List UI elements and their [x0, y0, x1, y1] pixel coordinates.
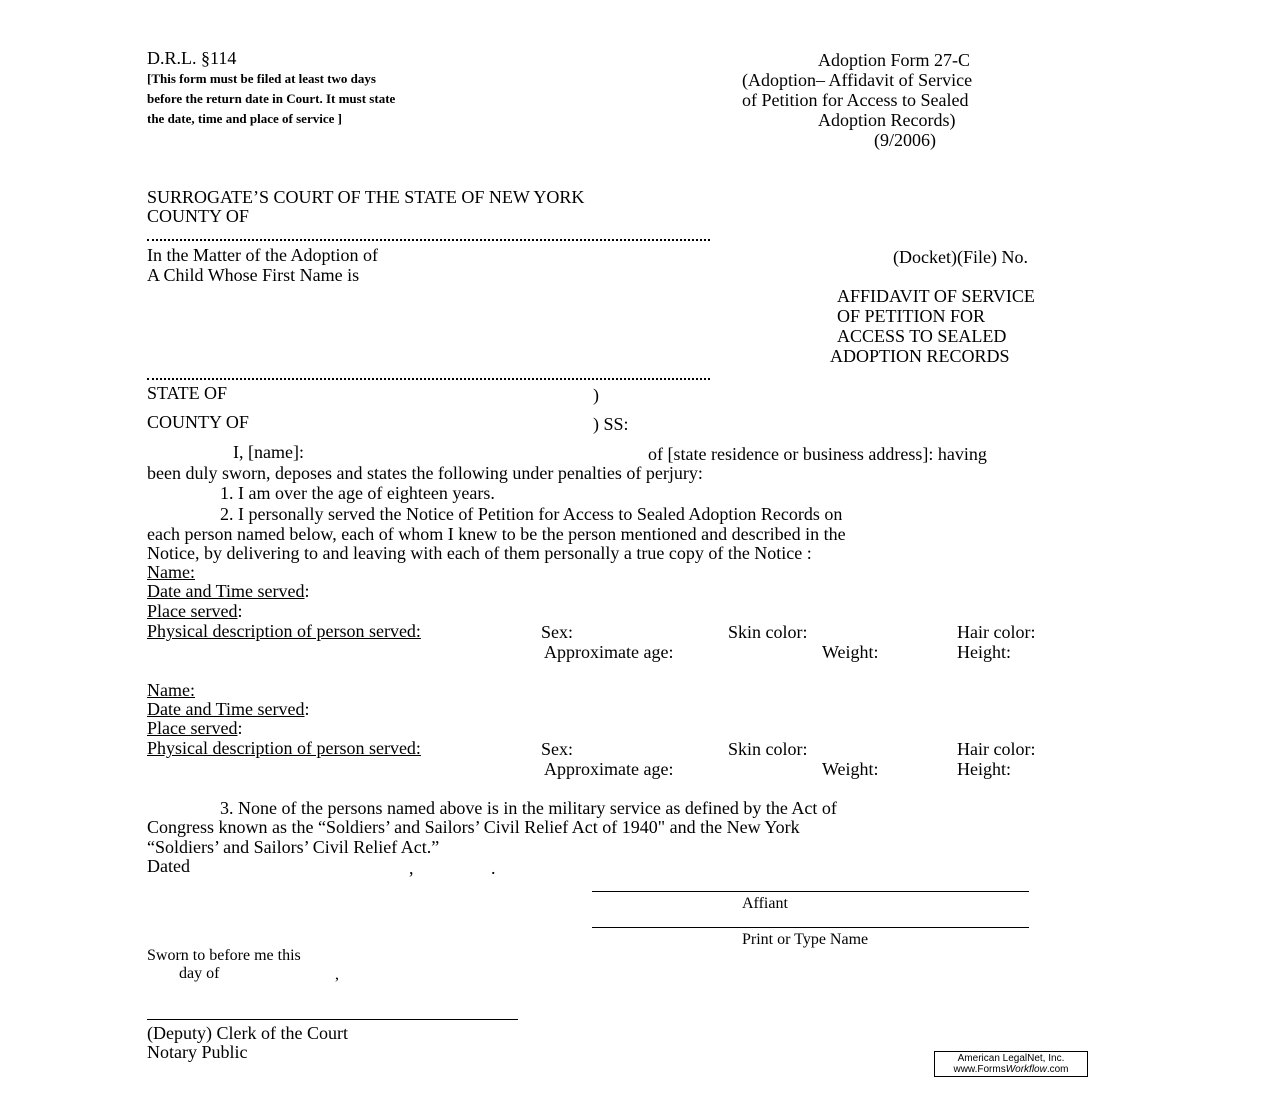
caption-divider-top — [147, 239, 710, 241]
intro-oath: been duly sworn, deposes and states the following under penalties of perjury: — [147, 463, 703, 483]
print-name-line — [592, 927, 1029, 928]
filing-note-line: the date, time and place of service ] — [147, 111, 342, 126]
matter-line: A Child Whose First Name is — [147, 265, 360, 285]
jurat-line: Sworn to before me this — [147, 947, 301, 964]
item-3-cont: Congress known as the “Soldiers’ and Sailors’ Civil Relief Act of 1940" and the New York — [147, 817, 800, 837]
form-revision-date: (9/2006) — [874, 130, 936, 150]
logo-text-a: www.Forms — [953, 1064, 1006, 1075]
item-3: 3. None of the persons named above is in the military service as defined by the Act of — [220, 798, 837, 818]
height-label: Height: — [957, 642, 1011, 662]
place-text: Place served — [147, 601, 238, 621]
jurat-day-of: day of — [179, 965, 220, 982]
served-place-label — [147, 601, 242, 621]
served-name-label: Name: — [147, 562, 195, 582]
dated-label: Dated — [147, 856, 190, 876]
court-county: COUNTY OF — [147, 206, 249, 226]
statute-reference: D.R.L. §114 — [147, 48, 237, 68]
place-text: Place served — [147, 718, 238, 738]
logo-text-c: .com — [1046, 1064, 1069, 1075]
filing-note-line: before the return date in Court. It must state — [147, 91, 396, 106]
height-label: Height: — [957, 759, 1011, 779]
jurat-comma: , — [335, 966, 339, 983]
venue-county: COUNTY OF — [147, 412, 249, 432]
datetime-text: Date and Time served — [147, 699, 305, 719]
venue-state: STATE OF — [147, 383, 228, 403]
dated-comma: , — [409, 858, 414, 878]
served-name-label: Name: — [147, 680, 195, 700]
item-2-cont: Notice, by delivering to and leaving with each of them personally a true copy of the Notice : — [147, 543, 812, 563]
court-name: SURROGATE’S COURT OF THE STATE OF NEW YORK — [147, 187, 585, 207]
served-datetime-label — [147, 581, 310, 601]
item-3-cont: “Soldiers’ and Sailors’ Civil Relief Act.” — [147, 837, 440, 857]
sex-label: Sex: — [541, 622, 574, 642]
matter-line: In the Matter of the Adoption of — [147, 245, 378, 265]
hair-color-label: Hair color: — [957, 739, 1036, 759]
skin-color-label: Skin color: — [728, 739, 808, 759]
document-title-line: ADOPTION RECORDS — [830, 346, 1010, 366]
print-name-label: Print or Type Name — [742, 931, 869, 948]
sex-label: Sex: — [541, 739, 574, 759]
forms-workflow-logo — [934, 1051, 1088, 1077]
docket-number-label: (Docket)(File) No. — [893, 247, 1028, 267]
form-title-line: (Adoption– Affidavit of Service — [742, 70, 973, 90]
form-number: Adoption Form 27-C — [818, 50, 971, 70]
form-title-line: Adoption Records) — [818, 110, 956, 130]
document-title-line: ACCESS TO SEALED — [837, 326, 1007, 346]
served-place-label — [147, 718, 242, 738]
item-2: 2. I personally served the Notice of Petition for Access to Sealed Adoption Records on — [220, 504, 843, 524]
colon: : — [237, 718, 243, 738]
intro-name: I, [name]: — [233, 442, 304, 462]
physical-description-label: Physical description of person served: — [147, 621, 421, 641]
document-title-line: AFFIDAVIT OF SERVICE — [837, 286, 1035, 306]
physical-description-label: Physical description of person served: — [147, 738, 421, 758]
hair-color-label: Hair color: — [957, 622, 1036, 642]
item-1: 1. I am over the age of eighteen years. — [220, 483, 495, 503]
colon: : — [304, 699, 310, 719]
served-datetime-label — [147, 699, 310, 719]
document-title-line: OF PETITION FOR — [837, 306, 986, 326]
form-title-line: of Petition for Access to Sealed — [742, 90, 969, 110]
weight-label: Weight: — [822, 759, 879, 779]
colon: : — [237, 601, 243, 621]
notary-label: Notary Public — [147, 1042, 248, 1062]
dated-period: . — [491, 858, 496, 878]
logo-line-1: American LegalNet, Inc. — [957, 1053, 1065, 1064]
item-2-cont: each person named below, each of whom I knew to be the person mentioned and described in the — [147, 524, 846, 544]
venue-ss: ) SS: — [593, 414, 629, 434]
weight-label: Weight: — [822, 642, 879, 662]
approx-age-label: Approximate age: — [544, 759, 674, 779]
affiant-signature-line — [592, 891, 1029, 892]
approx-age-label: Approximate age: — [544, 642, 674, 662]
affiant-label: Affiant — [742, 895, 788, 912]
clerk-signature-line — [147, 1019, 518, 1020]
skin-color-label: Skin color: — [728, 622, 808, 642]
filing-note-line: [This form must be filed at least two days — [147, 71, 376, 86]
logo-line-2 — [938, 1064, 1084, 1075]
intro-address: of [state residence or business address]: having — [648, 444, 987, 464]
caption-divider-bottom — [147, 378, 710, 380]
clerk-label: (Deputy) Clerk of the Court — [147, 1023, 348, 1043]
datetime-text: Date and Time served — [147, 581, 305, 601]
logo-text-b: Workflow — [1005, 1064, 1047, 1075]
venue-bracket: ) — [593, 385, 599, 405]
colon: : — [304, 581, 310, 601]
